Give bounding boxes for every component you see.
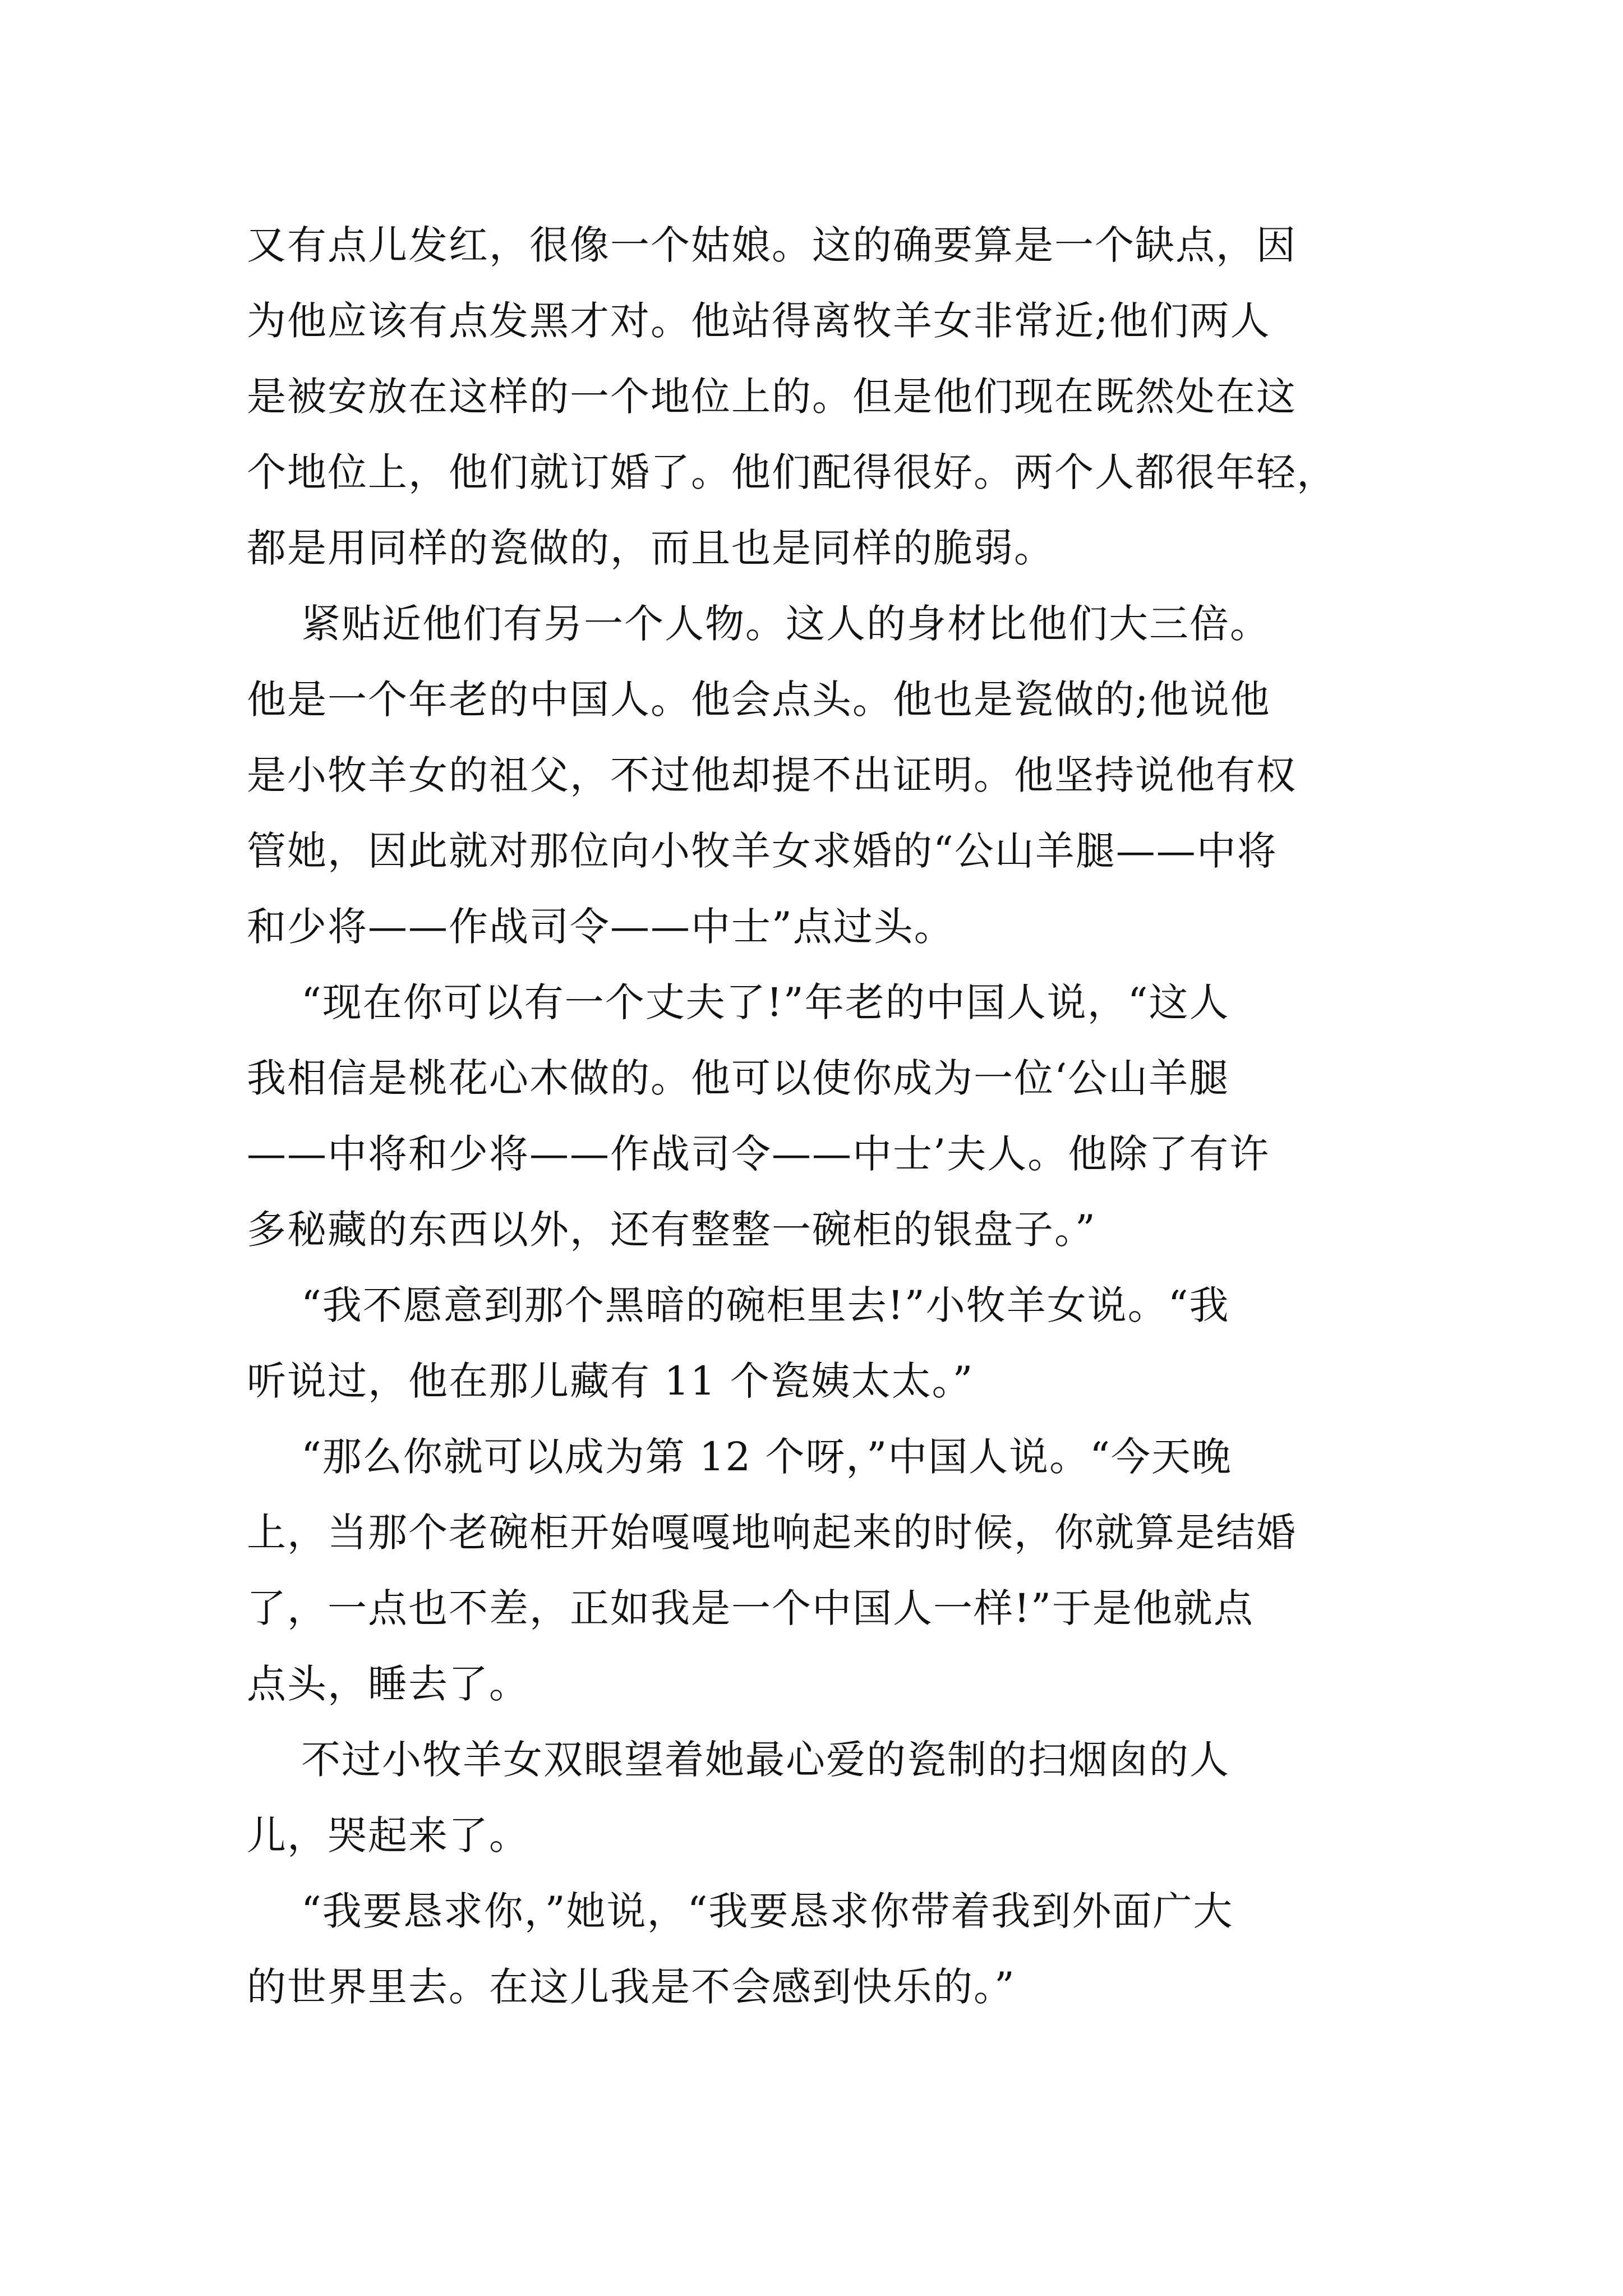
text-line: 上，当那个老碗柜开始嘎嘎地响起来的时候，你就算是结婚 xyxy=(247,1510,1297,1556)
text-line: 是小牧羊女的祖父，不过他却提不出证明。他坚持说他有权 xyxy=(247,752,1297,798)
text-line: 点头，睡去了。 xyxy=(247,1661,529,1707)
text-line: ——中将和少将——作战司令——中士’夫人。他除了有许 xyxy=(247,1131,1270,1177)
text-line: 为他应该有点发黑才对。他站得离牧羊女非常近;他们两人 xyxy=(247,298,1271,344)
text-line: 多秘藏的东西以外，还有整整一碗柜的银盘子。” xyxy=(247,1207,1096,1253)
text-line: 又有点儿发红，很像一个姑娘。这的确要算是一个缺点，因 xyxy=(247,222,1297,268)
text-line: 个地位上，他们就订婚了。他们配得很好。两个人都很年轻， xyxy=(247,449,1337,495)
text-line: “我要恳求你，”她说，“我要恳求你带着我到外面广大 xyxy=(247,1888,1234,1934)
text-line: “我不愿意到那个黑暗的碗柜里去!”小牧羊女说。“我 xyxy=(247,1282,1230,1328)
text-line: “现在你可以有一个丈夫了!”年老的中国人说，“这人 xyxy=(247,979,1230,1025)
text-line: 是被安放在这样的一个地位上的。但是他们现在既然处在这 xyxy=(247,374,1297,420)
document-body xyxy=(247,208,1391,2025)
text-line: 儿，哭起来了。 xyxy=(247,1812,529,1858)
text-line: 了，一点也不差，正如我是一个中国人一样!”于是他就点 xyxy=(247,1585,1254,1631)
text-line: 他是一个年老的中国人。他会点头。他也是瓷做的;他说他 xyxy=(247,677,1271,723)
text-line: 都是用同样的瓷做的，而且也是同样的脆弱。 xyxy=(247,525,1054,571)
text-line: 我相信是桃花心木做的。他可以使你成为一位‘公山羊腿 xyxy=(247,1055,1230,1101)
text-line: “那么你就可以成为第 12 个呀，”中国人说。“今天晚 xyxy=(247,1434,1232,1480)
text-line: 管她，因此就对那位向小牧羊女求婚的“公山羊腿——中将 xyxy=(247,828,1278,874)
text-line: 听说过，他在那儿藏有 11 个瓷姨太太。” xyxy=(247,1358,974,1404)
text-line: 和少将——作战司令——中士”点过头。 xyxy=(247,904,955,950)
text-line: 的世界里去。在这儿我是不会感到快乐的。” xyxy=(247,1964,1016,2010)
text-line: 紧贴近他们有另一个人物。这人的身材比他们大三倍。 xyxy=(247,601,1271,647)
text-line: 不过小牧羊女双眼望着她最心爱的瓷制的扫烟囱的人 xyxy=(247,1737,1230,1783)
